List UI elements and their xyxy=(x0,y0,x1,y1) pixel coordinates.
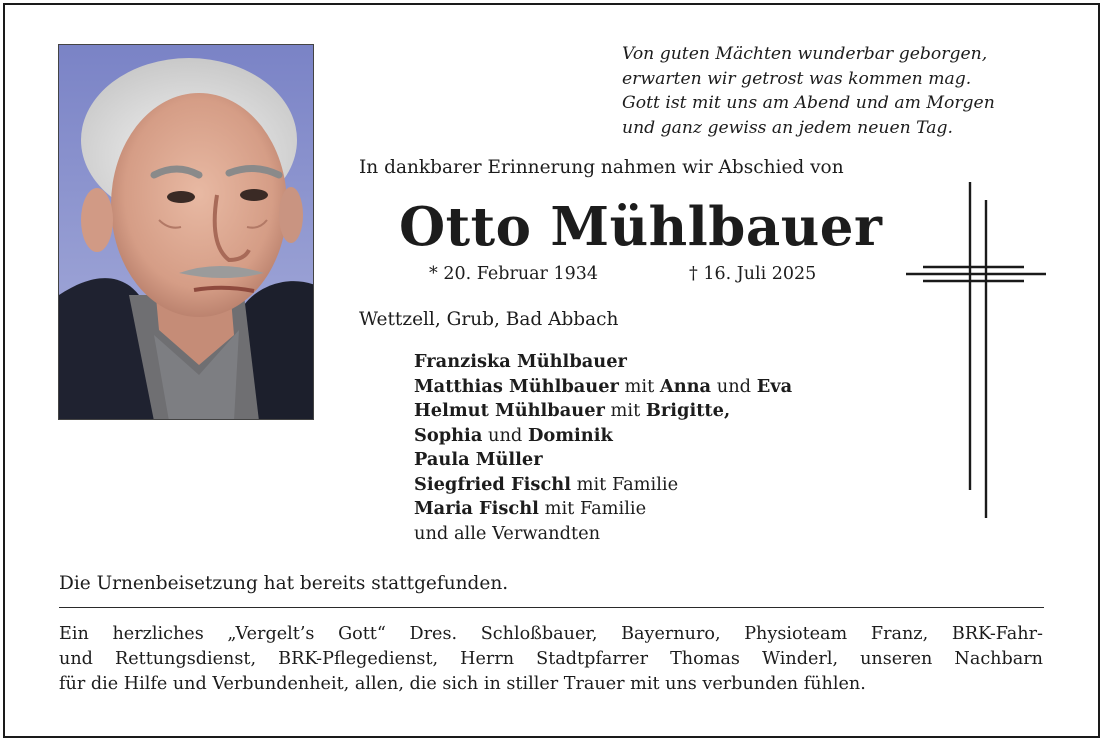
mourner-name: Sophia xyxy=(414,424,483,446)
mourner-line xyxy=(414,497,792,522)
mourner-text: mit xyxy=(604,400,646,421)
mourners-list xyxy=(414,350,792,546)
portrait-photo xyxy=(58,44,314,420)
mourner-line xyxy=(414,399,792,424)
mourner-name: Franziska Mühlbauer xyxy=(414,351,627,372)
mourner-line xyxy=(414,448,792,473)
poem-line: erwarten wir getrost was kommen mag. xyxy=(622,68,972,89)
intro-text: In dankbarer Erinnerung nahmen wir Abschied von xyxy=(359,157,844,178)
mourner-text: und alle Verwandten xyxy=(414,522,601,544)
mourner-name: Eva xyxy=(756,375,793,397)
mourner-name: Siegfried Fischl xyxy=(414,473,571,495)
poem-line: Gott ist mit uns am Abend und am Morgen xyxy=(622,93,995,113)
poem-line: und ganz gewiss an jedem neuen Tag. xyxy=(622,117,954,138)
thanks-line: Ein herzliches „Vergelt’s Gott“ Dres. Schloßbauer, Bayernuro, Physioteam Franz, BRK-Fahr- xyxy=(59,624,1043,644)
death-date: † 16. Juli 2025 xyxy=(689,264,817,284)
thanks-text xyxy=(59,622,1043,697)
mourner-text: mit Familie xyxy=(538,498,647,519)
thanks-line: für die Hilfe und Verbundenheit, allen, die sich in stiller Trauer mit uns verbunden fühlen. xyxy=(59,674,866,694)
mourner-name: Maria Fischl xyxy=(414,498,539,519)
urn-note: Die Urnenbeisetzung hat bereits stattgefunden. xyxy=(59,573,509,594)
mourner-text: und xyxy=(482,424,528,446)
cross-icon xyxy=(903,180,1048,526)
mourner-line xyxy=(414,424,792,449)
mourner-line xyxy=(414,522,792,547)
mourner-text: und xyxy=(711,375,757,397)
mourner-line xyxy=(414,350,792,375)
mourner-name: Brigitte, xyxy=(645,400,731,421)
mourner-name: Anna xyxy=(659,375,712,397)
mourner-name: Helmut Mühlbauer xyxy=(414,400,605,421)
mourner-name: Matthias Mühlbauer xyxy=(414,375,619,397)
places: Wettzell, Grub, Bad Abbach xyxy=(359,309,619,330)
divider xyxy=(59,607,1044,608)
thanks-line: und Rettungsdienst, BRK-Pflegedienst, Herrn Stadtpfarrer Thomas Winderl, unseren Nachbarn xyxy=(59,649,1043,669)
mourner-name: Dominik xyxy=(527,424,613,446)
mourner-text: mit xyxy=(618,375,660,397)
mourner-name: Paula Müller xyxy=(414,449,543,470)
poem-line: Von guten Mächten wunderbar geborgen, xyxy=(622,44,988,64)
mourner-line xyxy=(414,473,792,498)
poem xyxy=(622,42,995,140)
mourner-line xyxy=(414,375,792,400)
mourner-text: mit Familie xyxy=(570,473,679,495)
birth-date: * 20. Februar 1934 xyxy=(429,264,598,284)
deceased-name: Otto Mühlbauer xyxy=(399,196,883,258)
